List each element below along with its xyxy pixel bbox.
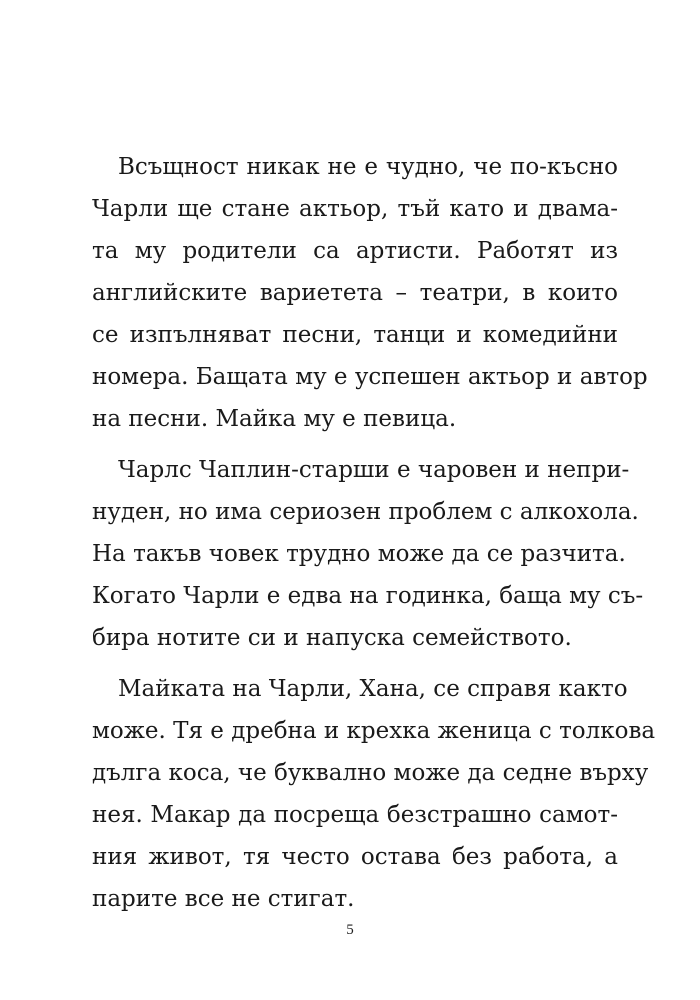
paragraph-1-line-6: номера. Бащата му е успешен актьор и автор <box>92 364 648 390</box>
paragraph-3-line-6: парите все не стигат. <box>92 886 355 912</box>
paragraph-3-line-4: нея. Макар да посреща безстрашно самот- <box>92 802 618 828</box>
paragraph-2-line-2: нуден, но има сериозен проблем с алкохола. <box>92 499 639 525</box>
paragraph-1-line-2: Чарли ще стане актьор, тъй като и двама- <box>92 196 618 222</box>
paragraph-1-line-7: на песни. Майка му е певица. <box>92 406 457 432</box>
page-number: 5 <box>346 922 354 938</box>
paragraph-2-line-5: бира нотите си и напуска семейството. <box>92 625 572 651</box>
paragraph-1-line-4: английските вариетета – театри, в които <box>92 280 618 306</box>
paragraph-2-line-4: Когато Чарли е едва на годинка, баща му съ- <box>92 583 644 609</box>
paragraph-3-line-3: дълга коса, че буквално може да седне върху <box>92 760 649 786</box>
paragraph-2-line-3: На такъв човек трудно може да се разчита. <box>92 541 626 567</box>
paragraph-1-line-5: се изпълняват песни, танци и комедийни <box>92 322 618 348</box>
paragraph-1-line-3: та му родители са артисти. Работят из <box>92 238 618 264</box>
paragraph-gap <box>118 659 618 668</box>
body-text <box>92 146 656 920</box>
paragraph-3-line-1: Майката на Чарли, Хана, се справя както <box>118 676 628 702</box>
paragraph-1-line-1: Всъщност никак не е чудно, че по-късно <box>118 154 618 180</box>
paragraph-gap <box>118 440 618 449</box>
paragraph-2-line-1: Чарлс Чаплин-старши е чаровен и непри- <box>118 457 630 483</box>
paragraph-3-line-5: ния живот, тя често остава без работа, а <box>92 844 618 870</box>
paragraph-3-line-2: може. Тя е дребна и крехка женица с толкова <box>92 718 656 744</box>
